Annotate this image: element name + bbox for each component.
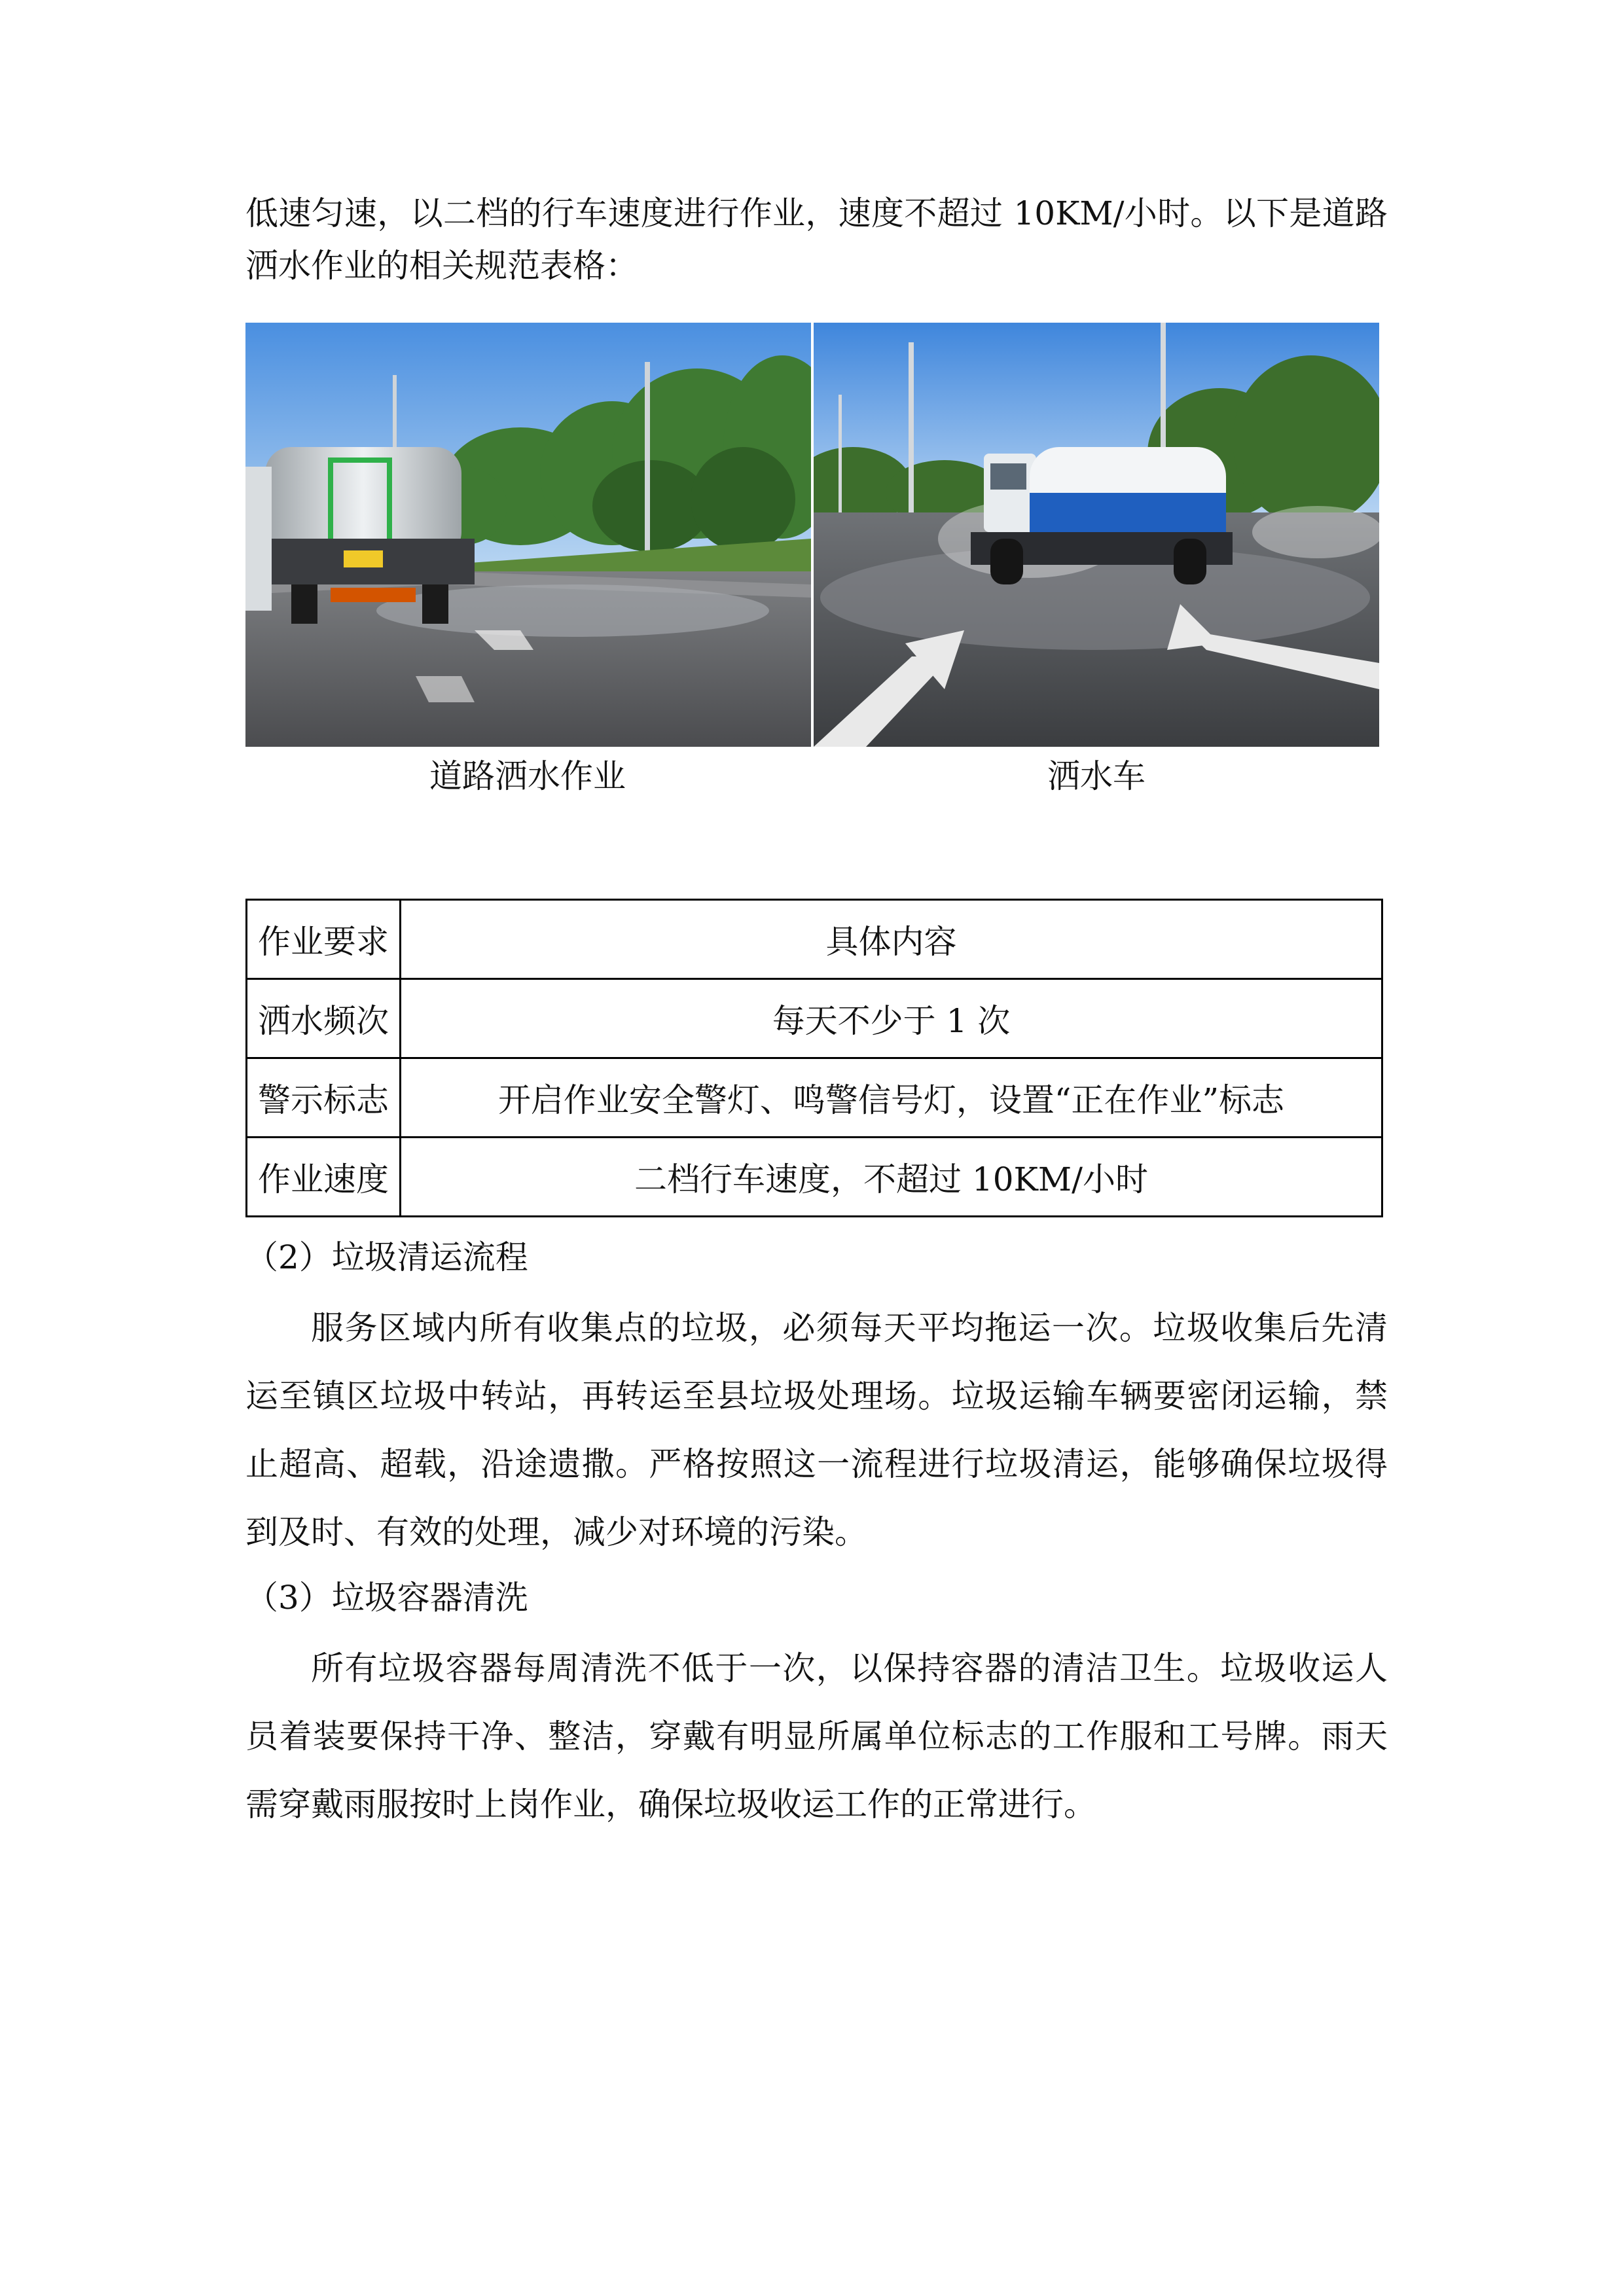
table-row [247,979,1382,1058]
sprinkler-truck-photo-vehicle-icon [814,323,1379,747]
table-cell-content: 二档行车速度，不超过 10KM/小时 [401,1138,1382,1217]
section-heading: （3）垃圾容器清洗 [245,1579,528,1617]
paragraph-line: 员着装要保持干净、整洁，穿戴有明显所属单位标志的工作服和工号牌。雨天 [245,1717,1388,1755]
table-header-content: 具体内容 [401,900,1382,979]
sprinkler-truck-photo-road-icon [245,323,811,747]
table-header-requirement: 作业要求 [247,900,401,979]
table-cell-requirement: 洒水频次 [247,979,401,1058]
photo-road-sprinkling [245,323,811,747]
sprinkling-spec-table [245,899,1383,1217]
table-cell-requirement: 作业速度 [247,1138,401,1217]
paragraph-line: 所有垃圾容器每周清洗不低于一次，以保持容器的清洁卫生。垃圾收运人 [311,1649,1388,1687]
paragraph-line: 服务区域内所有收集点的垃圾，必须每天平均拖运一次。垃圾收集后先清 [311,1309,1388,1347]
caption-road-sprinkling: 道路洒水作业 [429,757,626,795]
paragraph-line: 止超高、超载，沿途遗撒。严格按照这一流程进行垃圾清运，能够确保垃圾得 [245,1445,1388,1483]
caption-sprinkler-truck: 洒水车 [1047,757,1146,795]
photo-sprinkler-truck [814,323,1379,747]
table-cell-content: 每天不少于 1 次 [401,979,1382,1058]
paragraph-line: 运至镇区垃圾中转站，再转运至县垃圾处理场。垃圾运输车辆要密闭运输，禁 [245,1377,1388,1415]
table-header-row [247,900,1382,979]
section-heading: （2）垃圾清运流程 [245,1238,528,1276]
paragraph-line: 需穿戴雨服按时上岗作业，确保垃圾收运工作的正常进行。 [245,1785,1096,1823]
paragraph-line: 到及时、有效的处理，减少对环境的污染。 [245,1513,867,1551]
table-row [247,1058,1382,1138]
intro-line-1: 低速匀速，以二档的行车速度进行作业，速度不超过 10KM/小时。以下是道路 [245,194,1388,232]
intro-line-2: 洒水作业的相关规范表格： [245,247,638,285]
table-cell-requirement: 警示标志 [247,1058,401,1138]
table-cell-content: 开启作业安全警灯、鸣警信号灯，设置“正在作业”标志 [401,1058,1382,1138]
table-row [247,1138,1382,1217]
